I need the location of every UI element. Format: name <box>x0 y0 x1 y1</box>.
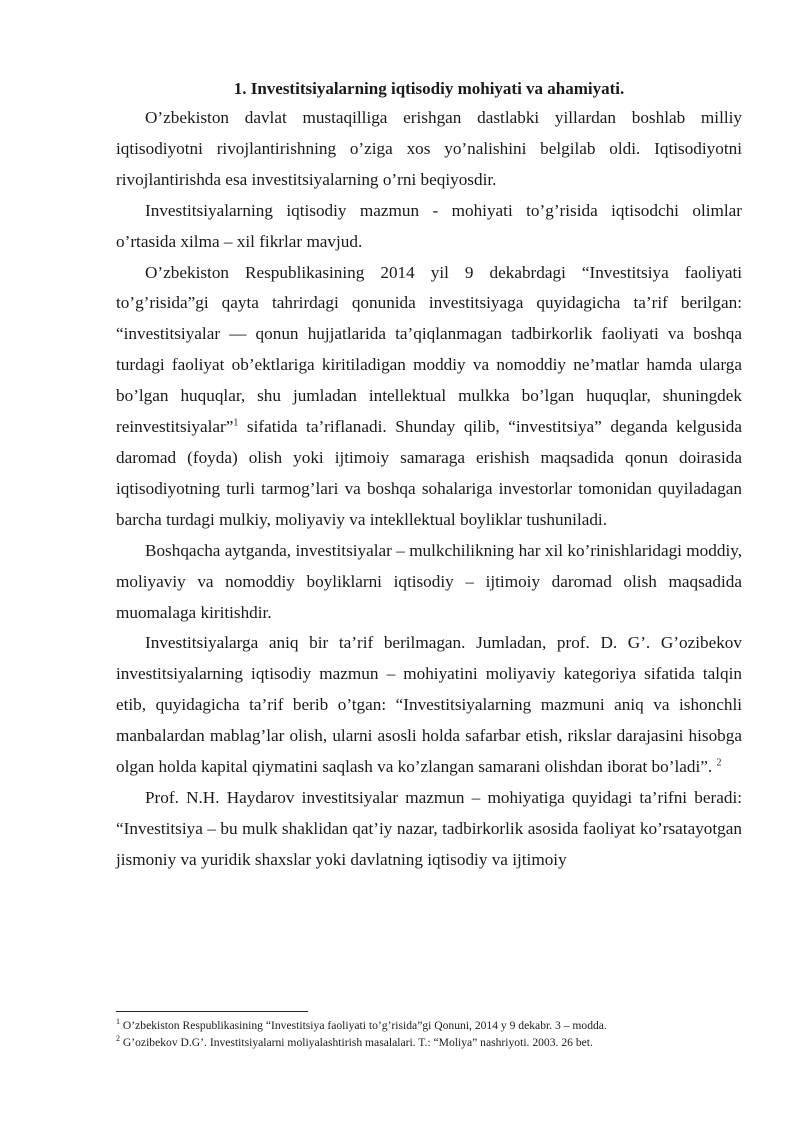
paragraph: Prof. N.H. Haydarov investitsiyalar mazmun – mohiyatiga quyidagi ta’rifni beradi: “Investitsiya – bu mulk shaklidan qat’iy nazar, tadbirkorlik asosida faoliyat ko’rsatayotgan jismoniy va yuridik shaxslar yoki davlatning iqtisodiy va ijtimoiy <box>116 787 742 869</box>
paragraph-text: Investitsiyalarga aniq bir ta’rif berilmagan. Jumladan, prof. D. G’. G’ozibekov investitsiyalarning iqtisodiy mazmun – mohiyatini moliyaviy kategoriya sifatida talqin etib, quyidagicha ta’rif berib o’tgan: “Investitsiyalarning mazmuni aniq va ishonchli manbalardan mablag’lar olish, ularni asosli holda safarbar etish, rikslar darajasini hisobga olgan holda kapital qiymatini saqlash va ko’zlangan samarani olishdan iborat bo’ladi”. <box>116 633 742 777</box>
footnote-text: O’zbekiston Respublikasining “Investitsiya faoliyati to’g’risida”gi Qonuni, 2014 y 9 dekabr. 3 – modda. <box>120 1019 607 1032</box>
footnote-separator <box>116 1011 308 1012</box>
footnote-mark: 2 <box>116 1034 120 1044</box>
paragraph-text: O’zbekiston Respublikasining 2014 yil 9 dekabrdagi “Investitsiya faoliyati to’g’risida”gi qayta tahrirdagi qonunida investitsiyaga quyidagicha ta’rif berilgan: “investitsiyalar — qonun hujjatlarida ta’qiqlanmagan tadbirkorlik faoliyati va boshqa turdagi faoliyat ob’ektlariga kiritiladigan moddiy va nomoddiy ne’matlar hamda ularga bo’lgan huquqlar, shu jumladan intellektual mulkka bo’lgan huquqlar, shuningdek reinvestitsiyalar” <box>116 262 742 437</box>
footnote-reference: 2 <box>716 757 722 769</box>
paragraph: O’zbekiston davlat mustaqilliga erishgan dastlabki yillardan boshlab milliy iqtisodiyotni rivojlantirishning o’ziga xos yo’nalishini belgilab oldi. Iqtisodiyotni rivojlantirishda esa investitsiyalarning o’rni beqiyosdir. <box>116 108 742 189</box>
footnote-mark: 1 <box>116 1017 120 1027</box>
footnote-text: G’ozibekov D.G’. Investitsiyalarni moliyalashtirish masalalari. T.: “Moliya” nashriyoti. 2003. 26 bet. <box>120 1036 593 1049</box>
section-heading: 1. Investitsiyalarning iqtisodiy mohiyati va ahamiyati. <box>233 79 625 98</box>
footnotes <box>116 1017 742 1051</box>
page-body <box>116 74 742 876</box>
footnote-reference: 1 <box>233 417 239 429</box>
paragraph <box>116 258 742 536</box>
paragraph: Boshqacha aytganda, investitsiyalar – mulkchilikning har xil ko’rinishlaridagi moddiy, moliyaviy va nomoddiy boyliklarni iqtisodiy – ijtimoiy daromad olish maqsadida muomalaga kiritishdir. <box>116 540 742 622</box>
paragraph <box>116 628 742 783</box>
footnote <box>116 1034 742 1051</box>
paragraph: Investitsiyalarning iqtisodiy mazmun - mohiyati to’g’risida iqtisodchi olimlar o’rtasida xilma – xil fikrlar mavjud. <box>116 200 742 251</box>
paragraph-text: sifatida ta’riflanadi. Shunday qilib, “investitsiya” deganda kelgusida daromad (foyda) olish yoki ijtimoiy samaraga erishish maqsadida qonun doirasida iqtisodiyotning turli tarmog’lari va boshqa sohalariga investorlar tomonidan quyiladagan barcha turdagi mulkiy, moliyaviy va intekllektual boyliklar tushuniladi. <box>116 417 742 529</box>
footnote <box>116 1017 742 1034</box>
